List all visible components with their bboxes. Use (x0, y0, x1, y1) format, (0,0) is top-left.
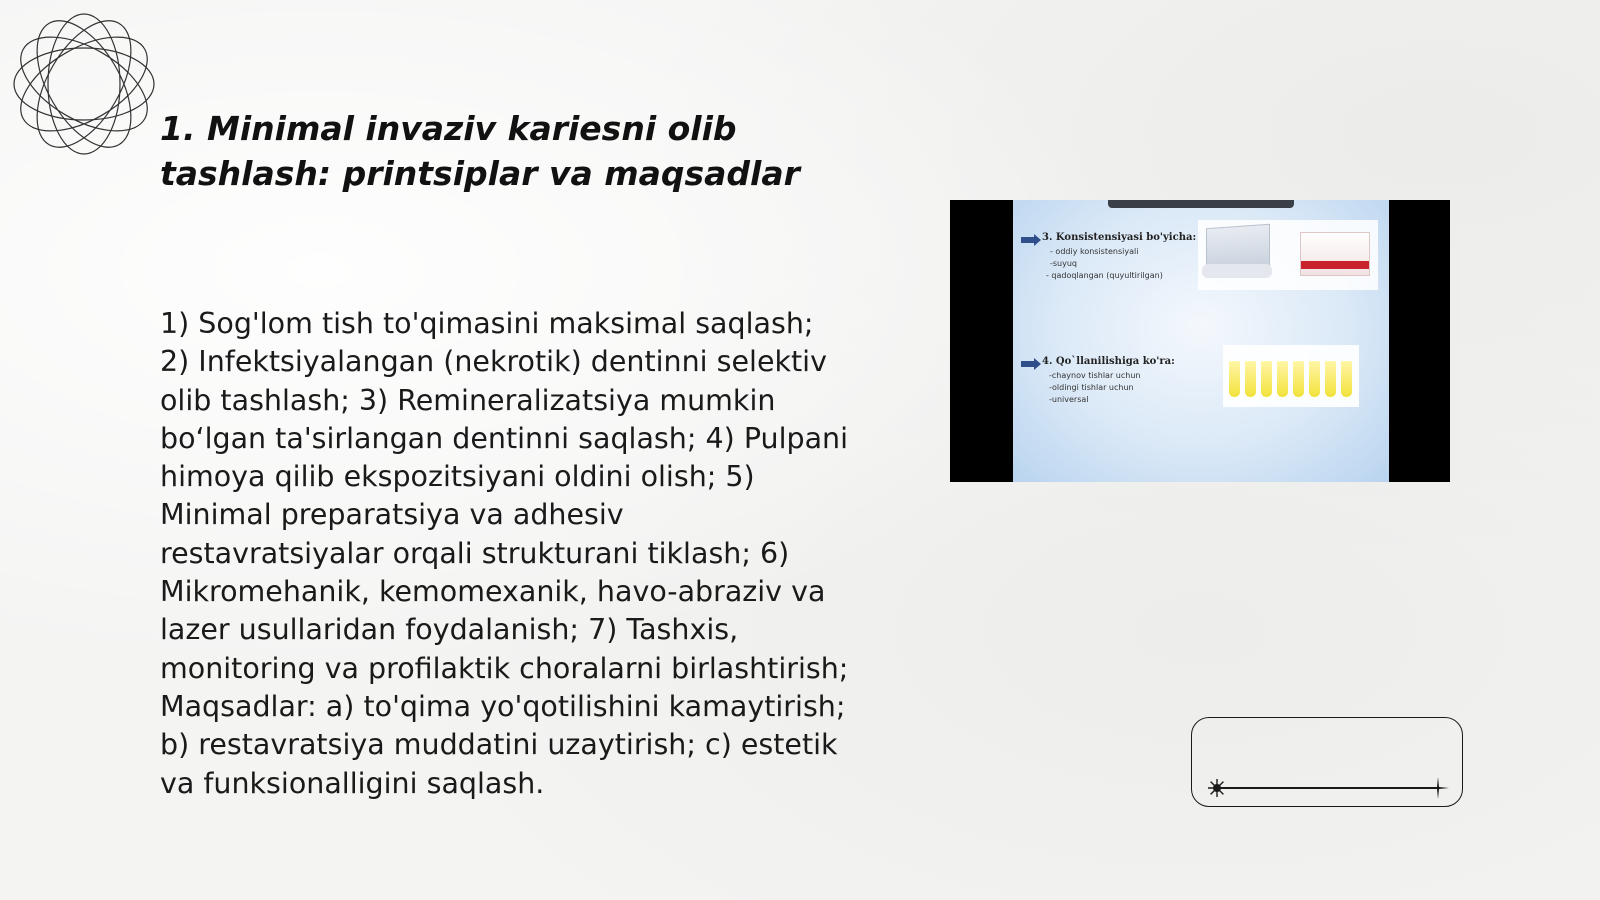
progress-line (1216, 787, 1440, 789)
product-box-right (1300, 232, 1370, 276)
ornament-rosette-icon (10, 10, 158, 158)
shade-tab (1341, 361, 1352, 397)
embedded-video[interactable] (950, 200, 1450, 482)
product-syringes (1202, 264, 1272, 278)
product-photo (1198, 220, 1378, 290)
video-section4-item: -chaynov tishlar uchun (1049, 371, 1141, 380)
plus-sparkle-icon (1427, 777, 1449, 799)
shade-tab (1325, 361, 1336, 397)
shade-tab (1309, 361, 1320, 397)
video-section3-item: -suyuq (1050, 259, 1078, 268)
video-section4-item: -universal (1049, 395, 1089, 404)
video-section3-heading: 3. Konsistensiyasi bo'yicha: (1042, 232, 1197, 243)
arrow-icon (1021, 361, 1035, 367)
video-frame (1013, 200, 1389, 482)
slide-body-text: 1) Sog'lom tish to'qimasini maksimal saqlash; 2) Infektsiyalangan (nekrotik) dentinni selektiv olib tashlash; 3) Remineralizatsiya mumkin bo‘lgan ta'sirlangan dentinni saqlash; 4) Pulpani himoya qilib ekspozitsiyani oldini olish; 5) Minimal preparatsiya va adhesiv restavratsiyalar orqali strukturani tiklash; 6) Mikromehanik, kemomexanik, havo-abraziv va lazer usullaridan foydalanish; 7) Tashxis, monitoring va profilaktik choralarni birlashtirish; Maqsadlar: a) to'qima yo'qotilishini kamaytirish; b) restavratsiya muddatini uzaytirish; c) estetik va funksionalligini saqlash. (160, 307, 849, 800)
slide-title: 1. Minimal invaziv kariesni olib tashlash: printsiplar va maqsadlar (160, 109, 800, 193)
shade-guide-photo (1223, 345, 1359, 407)
video-section4-heading: 4. Qo`llanilishiga ko'ra: (1042, 356, 1175, 367)
decorative-progress-card (1191, 717, 1463, 807)
video-section3-item: - qadoqlangan (quyultirilgan) (1046, 271, 1163, 280)
shade-tab (1261, 361, 1272, 397)
video-section3-item: - oddiy konsistensiyali (1050, 247, 1139, 256)
video-section4-item: -oldingi tishlar uchun (1049, 383, 1134, 392)
video-toolbar (1108, 200, 1294, 208)
product-box-stripe (1301, 261, 1369, 269)
sun-icon (1207, 778, 1227, 798)
arrow-icon (1021, 237, 1035, 243)
shade-tab (1245, 361, 1256, 397)
shade-tab (1293, 361, 1304, 397)
shade-tab (1277, 361, 1288, 397)
shade-tab (1229, 361, 1240, 397)
